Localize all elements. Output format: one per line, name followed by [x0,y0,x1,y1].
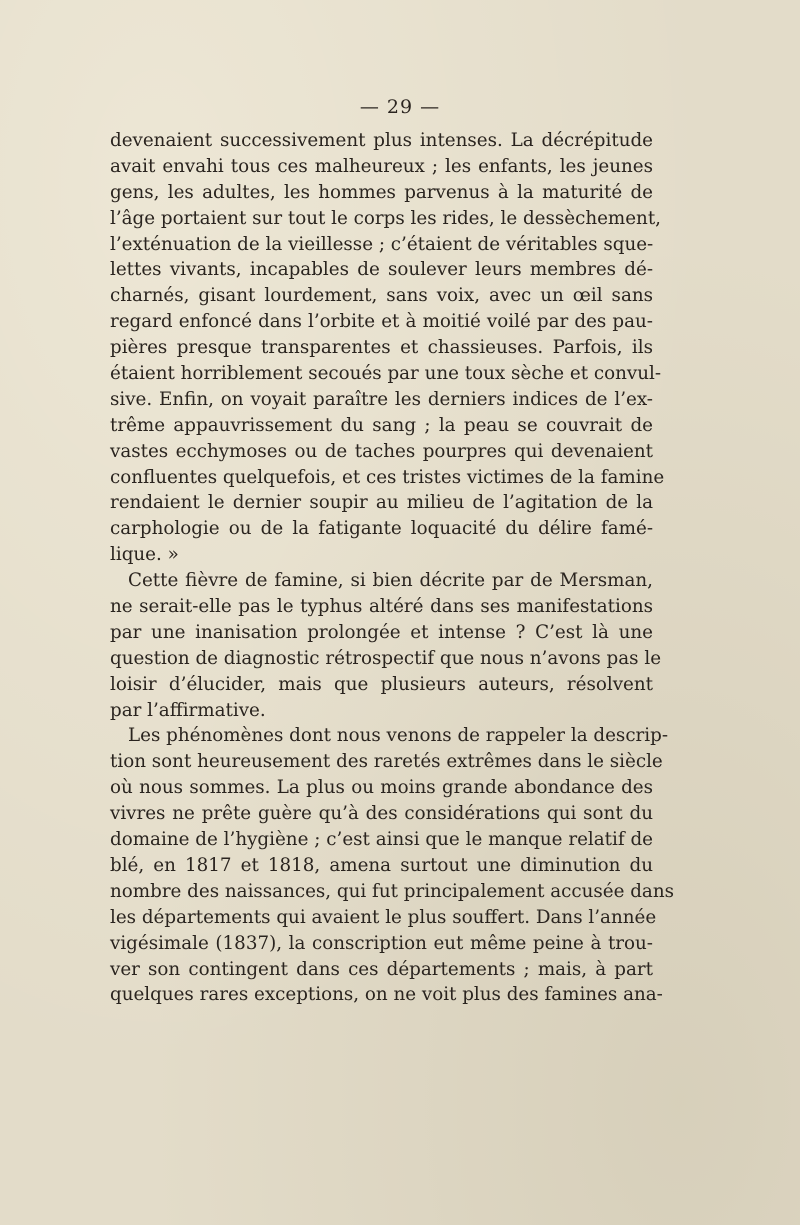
text-line: avait envahi tous ces malheureux ; les enfants, les jeunes [110,155,653,177]
page-number: — 29 — [359,96,441,118]
text-line: tion sont heureusement des raretés extrêmes dans le siècle [110,751,663,773]
text-line: étaient horriblement secoués par une toux sèche et convul- [110,363,661,385]
text-line: blé, en 1817 et 1818, amena surtout une diminution du [110,854,653,876]
text-line: par une inanisation prolongée et intense ? C’est là une [110,621,653,643]
text-line: l’exténuation de la vieillesse ; c’étaient de véritables sque- [110,233,654,255]
text-line: sive. Enfin, on voyait paraître les derniers indices de l’ex- [110,388,653,410]
text-line: nombre des naissances, qui fut principalement accusée dans [110,880,674,902]
body-text [110,128,674,1008]
text-line: devenaient successivement plus intenses. La décrépitude [110,130,653,151]
text-line: Les phénomènes dont nous venons de rappeler la descrip- [128,725,669,747]
text-line: vivres ne prête guère qu’à des considérations qui sont du [110,803,653,825]
text-line: domaine de l’hygiène ; c’est ainsi que le manque relatif de [110,829,653,851]
text-line: ne serait-elle pas le typhus altéré dans ses manifestations [110,596,653,618]
text-line: carphologie ou de la fatigante loquacité du délire famé- [110,518,653,540]
text-line: ver son contingent dans ces départements ; mais, à part [110,958,653,980]
text-line: regard enfoncé dans l’orbite et à moitié voilé par des pau- [110,311,653,333]
text-line: l’âge portaient sur tout le corps les rides, le dessèchement, [110,207,661,229]
text-line: vigésimale (1837), la conscription eut même peine à trou- [110,932,653,954]
text-line: les départements qui avaient le plus souffert. Dans l’année [110,906,657,928]
text-line: lique. » [110,544,179,566]
text-line: par l’affirmative. [110,699,266,721]
text-line: confluentes quelquefois, et ces tristes victimes de la famine [110,466,665,488]
text-line: rendaient le dernier soupir au milieu de l’agitation de la [110,492,653,514]
text-line: Cette fièvre de famine, si bien décrite par de Mersman, [128,570,653,592]
text-line: quelques rares exceptions, on ne voit plus des famines ana- [110,984,663,1006]
text-line: question de diagnostic rétrospectif que nous n’avons pas le [110,647,662,669]
text-line: lettes vivants, incapables de soulever leurs membres dé- [110,259,653,281]
text-line: où nous sommes. La plus ou moins grande abondance des [110,777,653,799]
text-line: charnés, gisant lourdement, sans voix, avec un œil sans [110,285,653,307]
text-line: vastes ecchymoses ou de taches pourpres qui devenaient [110,440,653,462]
text-line: trême appauvrissement du sang ; la peau se couvrait de [110,414,653,436]
text-line: gens, les adultes, les hommes parvenus à la maturité de [110,181,653,203]
text-line: loisir d’élucider, mais que plusieurs auteurs, résolvent [110,673,653,695]
text-line: pières presque transparentes et chassieuses. Parfois, ils [110,337,653,359]
